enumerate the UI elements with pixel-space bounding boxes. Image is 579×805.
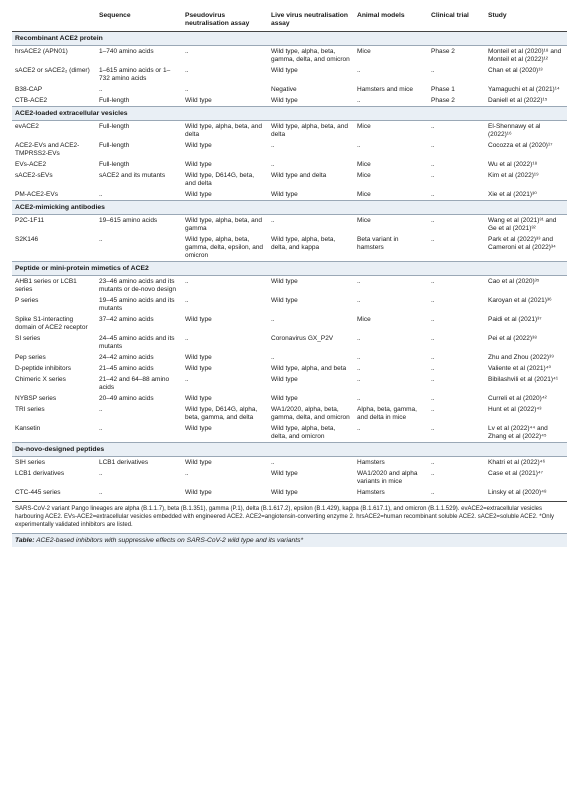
group-header-row bbox=[12, 107, 567, 121]
table-cell: LCB1 derivatives bbox=[15, 470, 65, 477]
table-cell: TRI series bbox=[15, 406, 45, 413]
table-cell: Negative bbox=[271, 86, 297, 93]
table-row bbox=[12, 189, 567, 201]
table-cell: Pei et al (2022)³⁸ bbox=[488, 335, 537, 342]
table-cell: Wild type, alpha, beta, delta, and kappa bbox=[271, 236, 336, 251]
table-cell: AHB1 series or LCB1 series bbox=[15, 278, 77, 293]
group-header-row bbox=[12, 443, 567, 457]
table-cell: .. bbox=[431, 406, 435, 413]
table-cell: Linsky et al (2020)⁴⁸ bbox=[488, 489, 547, 496]
table-cell: Cao et al (2020)³⁵ bbox=[488, 278, 540, 285]
table-cell: .. bbox=[357, 365, 361, 372]
table-cell: WA1/2020, alpha, beta, gamma, delta, and omicron bbox=[271, 406, 350, 421]
table-header-row bbox=[12, 8, 567, 32]
table-row bbox=[12, 374, 567, 393]
table-cell: Coronavirus GX_P2V bbox=[271, 335, 334, 342]
group-title: Peptide or mini-protein mimetics of ACE2 bbox=[12, 262, 567, 276]
table-cell: Wild type bbox=[185, 161, 212, 168]
table-cell: 37–42 amino acids bbox=[99, 316, 154, 323]
table-cell: Wild type bbox=[271, 97, 298, 104]
table-cell: 1–615 amino acids or 1–732 amino acids bbox=[99, 67, 171, 82]
table-row bbox=[12, 363, 567, 374]
group-header-row bbox=[12, 32, 567, 46]
table-cell: .. bbox=[357, 425, 361, 432]
table-cell: Full-length bbox=[99, 161, 130, 168]
table-cell: Hamsters and mice bbox=[357, 86, 413, 93]
table-cell: .. bbox=[431, 297, 435, 304]
table-cell: Hunt et al (2022)⁴³ bbox=[488, 406, 542, 413]
caption-text: ACE2-based inhibitors with suppressive effects on SARS-CoV-2 wild type and its variants* bbox=[34, 537, 304, 544]
column-header: Study bbox=[485, 8, 567, 32]
table-cell: .. bbox=[357, 97, 361, 104]
table-cell: Wild type bbox=[185, 97, 212, 104]
table-cell: .. bbox=[271, 161, 275, 168]
table-cell: Wild type bbox=[185, 459, 212, 466]
group-header-row bbox=[12, 201, 567, 215]
table-cell: Chan et al (2020)¹³ bbox=[488, 67, 543, 74]
table-cell: .. bbox=[185, 278, 189, 285]
table-cell: LCB1 derivatives bbox=[99, 459, 149, 466]
table-cell: Wu et al (2022)¹⁸ bbox=[488, 161, 538, 168]
table-cell: B38-CAP bbox=[15, 86, 43, 93]
table-cell: .. bbox=[431, 161, 435, 168]
table-cell: .. bbox=[271, 142, 275, 149]
table-cell: NYBSP series bbox=[15, 395, 57, 402]
table-cell: PM-ACE2-EVs bbox=[15, 191, 58, 198]
table-cell: .. bbox=[431, 395, 435, 402]
table-cell: .. bbox=[431, 316, 435, 323]
table-cell: .. bbox=[357, 278, 361, 285]
table-row bbox=[12, 215, 567, 235]
table-cell: .. bbox=[99, 86, 103, 93]
column-header: Live virus neutralisation assay bbox=[268, 8, 354, 32]
table-cell: Hamsters bbox=[357, 459, 385, 466]
group-title: ACE2-mimicking antibodies bbox=[12, 201, 567, 215]
table-cell: .. bbox=[357, 376, 361, 383]
table-cell: Full-length bbox=[99, 97, 130, 104]
column-header: Animal models bbox=[354, 8, 428, 32]
table-cell: .. bbox=[431, 278, 435, 285]
table-cell: Full-length bbox=[99, 142, 130, 149]
table-cell: Wild type, alpha, beta, delta, and omicron bbox=[271, 425, 336, 440]
table-cell: EVs-ACE2 bbox=[15, 161, 47, 168]
table-cell: Wild type bbox=[185, 191, 212, 198]
table-cell: .. bbox=[271, 354, 275, 361]
table-cell: Spike S1-interacting domain of ACE2 receptor bbox=[15, 316, 88, 331]
table-row bbox=[12, 46, 567, 66]
table-cell: Cocozza et al (2020)¹⁷ bbox=[488, 142, 553, 149]
table-cell: Wild type bbox=[271, 395, 298, 402]
table-cell: Park et al (2022)³³ and Cameroni et al (2022)³⁴ bbox=[488, 236, 556, 251]
table-row bbox=[12, 333, 567, 352]
group-title: ACE2-loaded extracellular vesicles bbox=[12, 107, 567, 121]
table-cell: .. bbox=[99, 191, 103, 198]
table-cell: Wild type, D614G, beta, and delta bbox=[185, 172, 255, 187]
table-footnote: SARS-CoV-2 variant Pango lineages are alpha (B.1.1.7), beta (B.1.351), gamma (P.1), delta (B.1.617.2), epsilon (B.1.429), kappa (B.1.617.1), and omicron (B.1.1.529). evACE2=extracellular vesicles harbouring ACE2. EVs-ACE2=extracellular vesicles embedded with engineered ACE2. ACE2=angiotensin-converting enzyme 2. hrsACE2=human recombinant soluble ACE2. sACE2=soluble ACE2. *Only experimentally validated inhibitors are listed. bbox=[15, 506, 554, 528]
table-cell: El-Shennawy et al (2022)¹⁶ bbox=[488, 123, 541, 138]
table-cell: .. bbox=[357, 354, 361, 361]
table-cell: .. bbox=[431, 67, 435, 74]
table-cell: 19–615 amino acids bbox=[99, 217, 158, 224]
table-cell: Phase 1 bbox=[431, 86, 455, 93]
table-cell: Wild type bbox=[185, 489, 212, 496]
table-cell: .. bbox=[99, 489, 103, 496]
table-cell: Valiente et al (2021)⁴⁰ bbox=[488, 365, 552, 372]
table-row bbox=[12, 170, 567, 189]
table-row bbox=[12, 121, 567, 141]
table-cell: .. bbox=[431, 425, 435, 432]
table-cell: .. bbox=[431, 459, 435, 466]
table-cell: .. bbox=[185, 67, 189, 74]
table-cell: WA1/2020 and alpha variants in mice bbox=[357, 470, 418, 485]
table-cell: .. bbox=[431, 365, 435, 372]
table-cell: Wild type bbox=[271, 489, 298, 496]
table-cell: .. bbox=[431, 191, 435, 198]
table-row bbox=[12, 234, 567, 262]
table-row bbox=[12, 314, 567, 333]
table-cell: 24–45 amino acids and its mutants bbox=[99, 335, 175, 350]
table-cell: Mice bbox=[357, 191, 371, 198]
table-cell: Wild type bbox=[185, 354, 212, 361]
table-row bbox=[12, 352, 567, 363]
table-cell: .. bbox=[431, 217, 435, 224]
table-cell: Wild type, alpha, beta, gamma, delta, epsilon, and omicron bbox=[185, 236, 264, 259]
table-cell: 24–42 amino acids bbox=[99, 354, 154, 361]
table-cell: Monteil et al (2020)¹⁸ and Monteil et al (2022)¹² bbox=[488, 48, 562, 63]
table-cell: .. bbox=[431, 172, 435, 179]
table-cell: Wild type bbox=[185, 316, 212, 323]
table-cell: Phase 2 bbox=[431, 48, 455, 55]
table-cell: sACE2 and its mutants bbox=[99, 172, 166, 179]
inhibitors-table bbox=[12, 8, 567, 498]
table-cell: Mice bbox=[357, 172, 371, 179]
table-cell: Kim et al (2022)¹⁹ bbox=[488, 172, 539, 179]
table-cell: .. bbox=[271, 217, 275, 224]
table-cell: Phase 2 bbox=[431, 97, 455, 104]
table-cell: sACE2 or sACE2₂ (dimer) bbox=[15, 67, 90, 74]
table-cell: .. bbox=[357, 335, 361, 342]
table-cell: Wild type bbox=[185, 142, 212, 149]
table-cell: Khatri et al (2022)⁴⁶ bbox=[488, 459, 546, 466]
table-cell: Bibilashvili et al (2021)⁴¹ bbox=[488, 376, 558, 383]
table-cell: Wild type bbox=[185, 425, 212, 432]
table-cell: Wild type, alpha, beta, gamma, delta, and omicron bbox=[271, 48, 350, 63]
table-cell: .. bbox=[99, 236, 103, 243]
table-cell: Wild type, alpha, and beta bbox=[271, 365, 347, 372]
table-cell: SIH series bbox=[15, 459, 45, 466]
table-cell: .. bbox=[431, 354, 435, 361]
table-row bbox=[12, 393, 567, 404]
table-cell: ACE2-EVs and ACE2-TMPRSS2-EVs bbox=[15, 142, 80, 157]
table-cell: Curreli et al (2020)⁴² bbox=[488, 395, 547, 402]
table-cell: Paidi et al (2021)³⁷ bbox=[488, 316, 542, 323]
group-header-row bbox=[12, 262, 567, 276]
table-cell: Yamaguchi et al (2021)¹⁴ bbox=[488, 86, 560, 93]
table-cell: Wild type bbox=[271, 278, 298, 285]
table-row bbox=[12, 457, 567, 469]
table-cell: Wild type bbox=[271, 470, 298, 477]
table-cell: Mice bbox=[357, 316, 371, 323]
table-cell: .. bbox=[431, 123, 435, 130]
table-cell: .. bbox=[431, 470, 435, 477]
table-cell: .. bbox=[431, 335, 435, 342]
page bbox=[12, 8, 567, 547]
table-cell: Chimeric X series bbox=[15, 376, 66, 383]
table-cell: CTC-445 series bbox=[15, 489, 61, 496]
table-cell: D-peptide inhibitors bbox=[15, 365, 72, 372]
table-cell: Mice bbox=[357, 48, 371, 55]
table-cell: Mice bbox=[357, 123, 371, 130]
column-header bbox=[12, 8, 96, 32]
table-row bbox=[12, 95, 567, 107]
table-cell: .. bbox=[185, 470, 189, 477]
group-title: De-novo-designed peptides bbox=[12, 443, 567, 457]
table-row bbox=[12, 84, 567, 95]
table-body bbox=[12, 32, 567, 499]
table-cell: Case et al (2021)⁴⁷ bbox=[488, 470, 544, 477]
table-row bbox=[12, 487, 567, 498]
table-cell: .. bbox=[357, 142, 361, 149]
table-cell: .. bbox=[99, 470, 103, 477]
table-cell: Lv et al (2022)⁴⁴ and Zhang et al (2022)⁴⁵ bbox=[488, 425, 548, 440]
table-cell: Wild type bbox=[271, 376, 298, 383]
table-cell: Alpha, beta, gamma, and delta in mice bbox=[357, 406, 417, 421]
table-cell: .. bbox=[185, 48, 189, 55]
table-cell: .. bbox=[271, 459, 275, 466]
table-cell: .. bbox=[357, 67, 361, 74]
caption-label: Table: bbox=[15, 537, 35, 544]
table-cell: Mice bbox=[357, 217, 371, 224]
table-cell: P2C-1F11 bbox=[15, 217, 45, 224]
table-row bbox=[12, 276, 567, 296]
table-cell: 1–740 amino acids bbox=[99, 48, 154, 55]
table-row bbox=[12, 295, 567, 314]
table-cell: Wild type, alpha, beta, and gamma bbox=[185, 217, 262, 232]
table-row bbox=[12, 159, 567, 170]
table-row bbox=[12, 468, 567, 487]
table-cell: .. bbox=[185, 297, 189, 304]
table-cell: Hamsters bbox=[357, 489, 385, 496]
table-cell: .. bbox=[99, 406, 103, 413]
table-cell: Wild type bbox=[271, 297, 298, 304]
table-cell: .. bbox=[99, 425, 103, 432]
table-row bbox=[12, 423, 567, 443]
table-cell: .. bbox=[357, 395, 361, 402]
table-cell: Wild type bbox=[185, 395, 212, 402]
table-cell: CTB-ACE2 bbox=[15, 97, 48, 104]
table-cell: Wild type, D614G, alpha, beta, gamma, and delta bbox=[185, 406, 258, 421]
table-cell: .. bbox=[431, 489, 435, 496]
table-row bbox=[12, 65, 567, 84]
table-cell: Wild type, alpha, beta, and delta bbox=[271, 123, 348, 138]
table-cell: Wild type and delta bbox=[271, 172, 327, 179]
table-cell: 21–42 and 64–88 amino acids bbox=[99, 376, 170, 391]
column-header: Sequence bbox=[96, 8, 182, 32]
column-header: Clinical trial bbox=[428, 8, 485, 32]
table-cell: Wild type, alpha, beta, and delta bbox=[185, 123, 262, 138]
table-cell: .. bbox=[431, 376, 435, 383]
table-cell: Xie et al (2021)³⁰ bbox=[488, 191, 537, 198]
table-cell: P series bbox=[15, 297, 39, 304]
table-row bbox=[12, 404, 567, 423]
table-cell: Wild type bbox=[271, 191, 298, 198]
table-cell: 23–46 amino acids and its mutants or de-novo design bbox=[99, 278, 176, 293]
table-cell: Full-length bbox=[99, 123, 130, 130]
table-cell: Beta variant in hamsters bbox=[357, 236, 399, 251]
table-cell: Pep series bbox=[15, 354, 46, 361]
table-caption bbox=[12, 533, 567, 547]
table-cell: evACE2 bbox=[15, 123, 39, 130]
table-cell: sACE2-sEVs bbox=[15, 172, 53, 179]
table-row bbox=[12, 140, 567, 159]
table-cell: Wang et al (2021)³¹ and Ge et al (2021)³² bbox=[488, 217, 557, 232]
table-cell: 19–45 amino acids and its mutants bbox=[99, 297, 175, 312]
column-header: Pseudovirus neutralisation assay bbox=[182, 8, 268, 32]
table-cell: .. bbox=[431, 236, 435, 243]
table-cell: .. bbox=[185, 335, 189, 342]
table-cell: .. bbox=[185, 86, 189, 93]
table-cell: 20–49 amino acids bbox=[99, 395, 154, 402]
table-cell: SI series bbox=[15, 335, 41, 342]
table-cell: Wild type bbox=[271, 67, 298, 74]
table-cell: 21–45 amino acids bbox=[99, 365, 154, 372]
table-cell: Daniell et al (2022)¹⁵ bbox=[488, 97, 548, 104]
table-cell: Zhu and Zhou (2022)³⁹ bbox=[488, 354, 555, 361]
group-title: Recombinant ACE2 protein bbox=[12, 32, 567, 46]
table-cell: Mice bbox=[357, 161, 371, 168]
table-cell: Kansetin bbox=[15, 425, 41, 432]
table-cell: .. bbox=[431, 142, 435, 149]
table-cell: .. bbox=[271, 316, 275, 323]
table-cell: .. bbox=[357, 297, 361, 304]
table-cell: hrsACE2 (APN01) bbox=[15, 48, 68, 55]
table-cell: Karoyan et al (2021)³⁶ bbox=[488, 297, 552, 304]
table-cell: .. bbox=[185, 376, 189, 383]
table-cell: S2K146 bbox=[15, 236, 39, 243]
table-cell: Wild type bbox=[185, 365, 212, 372]
